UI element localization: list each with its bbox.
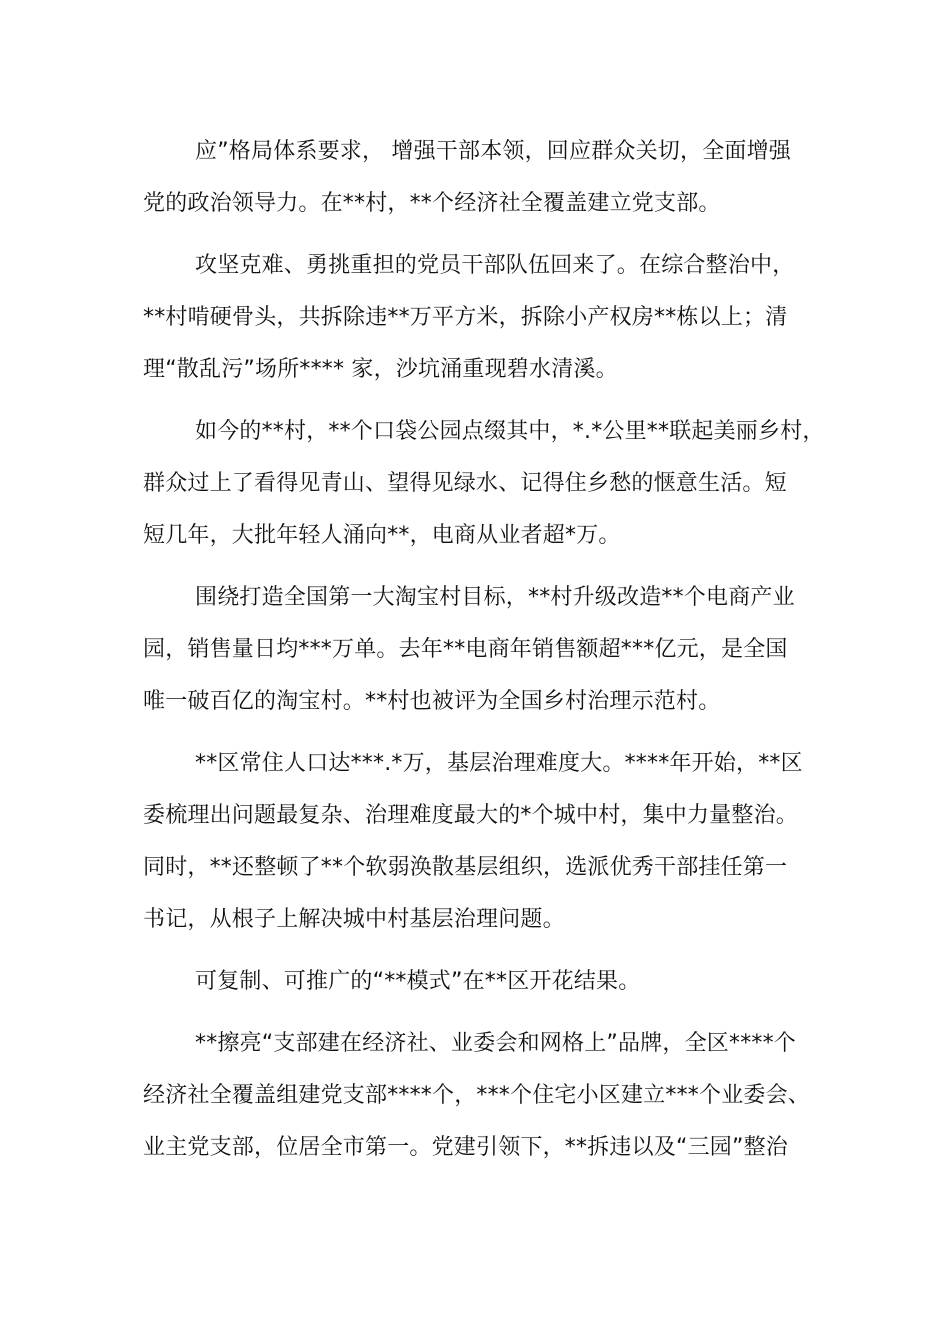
text-line: 业主党支部，位居全市第一。党建引领下，**拆违以及“三园”整治 <box>143 1135 788 1160</box>
document-body <box>143 126 825 1174</box>
text-line: 委梳理出问题最复杂、治理难度最大的*个城中村，集中力量整治。 <box>143 803 799 828</box>
text-line: 围绕打造全国第一大淘宝村目标，**村升级改造**个电商产业 <box>195 585 795 610</box>
paragraph-4 <box>143 572 808 728</box>
text-line: 应”格局体系要求， 增强干部本领，回应群众关切，全面增强 <box>195 139 791 164</box>
text-line: 党的政治领导力。在**村，**个经济社全覆盖建立党支部。 <box>143 191 721 216</box>
paragraph-6 <box>143 956 808 1008</box>
text-line: 如今的**村，**个口袋公园点缀其中，*.*公里**联起美丽乡村， <box>195 419 825 444</box>
text-line: 经济社全覆盖组建党支部****个，***个住宅小区建立***个业委会、 <box>143 1083 811 1108</box>
paragraph-2 <box>143 240 808 396</box>
paragraph-3 <box>143 406 825 562</box>
text-line: 可复制、可推广的“**模式”在**区开花结果。 <box>195 969 641 994</box>
text-line: **擦亮“支部建在经济社、业委会和网格上”品牌，全区****个 <box>195 1031 796 1056</box>
text-line: **区常住人口达***.*万，基层治理难度大。****年开始，**区 <box>195 751 803 776</box>
paragraph-1 <box>143 126 808 230</box>
paragraph-5 <box>143 738 808 946</box>
text-line: 园，销售量日均***万单。去年**电商年销售额超***亿元，是全国 <box>143 637 788 662</box>
text-line: 短几年，大批年轻人涌向**，电商从业者超*万。 <box>143 523 621 548</box>
text-line: 群众过上了看得见青山、望得见绿水、记得住乡愁的惬意生活。短 <box>143 471 787 496</box>
text-line: 唯一破百亿的淘宝村。**村也被评为全国乡村治理示范村。 <box>143 689 721 714</box>
paragraph-7 <box>143 1018 811 1174</box>
text-line: 理“散乱污”场所**** 家，沙坑涌重现碧水清溪。 <box>143 357 618 382</box>
text-line: **村啃硬骨头，共拆除违**万平方米，拆除小产权房**栋以上；清 <box>143 305 788 330</box>
text-line: 攻坚克难、勇挑重担的党员干部队伍回来了。在综合整治中， <box>195 253 795 278</box>
text-line: 同时，**还整顿了**个软弱涣散基层组织，选派优秀干部挂任第一 <box>143 855 788 880</box>
text-line: 书记，从根子上解决城中村基层治理问题。 <box>143 907 565 932</box>
